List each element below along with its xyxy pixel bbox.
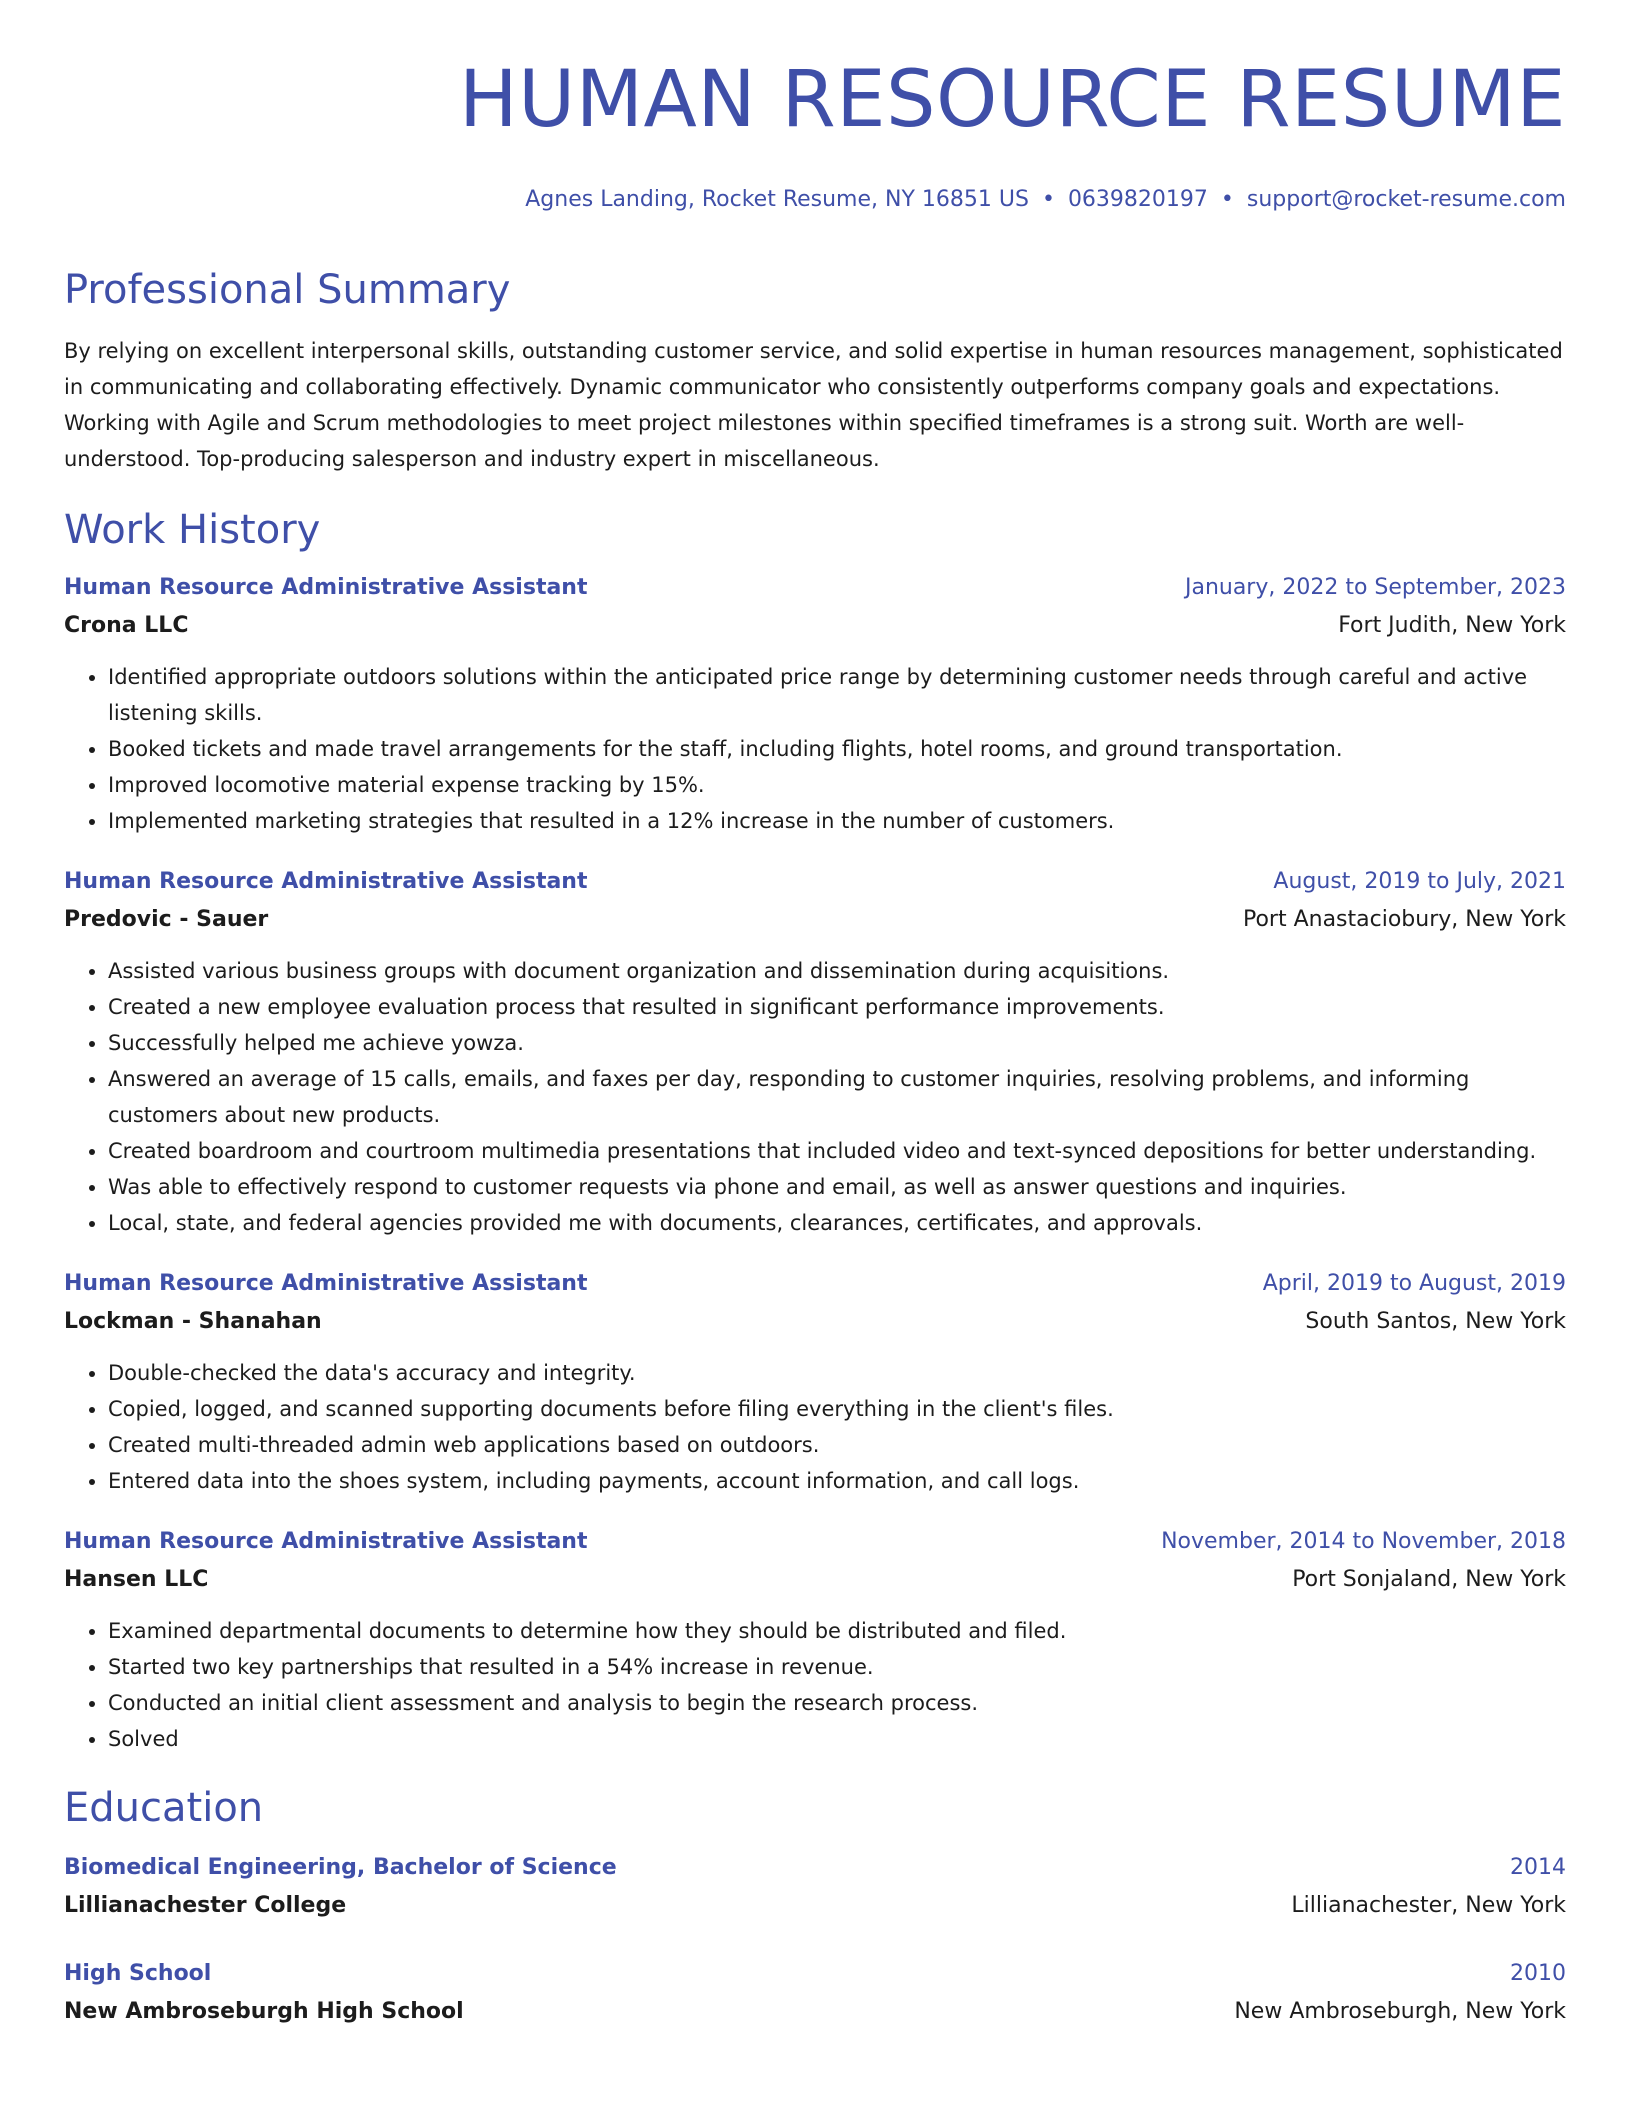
job-location: Port Sonjaland, New York [1292,1567,1566,1592]
job-company: Hansen LLC [64,1567,209,1592]
job-bullet: • Implemented marketing strategies that resulted in a 12% increase in the number of customers. [108,803,1566,839]
job-bullet: • Identified appropriate outdoors solutions within the anticipated price range by determining customer needs through careful and active listening skills. [108,659,1566,731]
job-entry [64,1523,1566,1757]
job-header [64,1523,1566,1561]
education-year: 2010 [1510,1961,1566,1986]
job-bullets [64,1355,1566,1499]
summary-text: By relying on excellent interpersonal skills, outstanding customer service, and solid expertise in human resources management, sophisticated in communicating and collaborating effectively. Dynamic communicator who consistently outperforms company goals and expectations. Working with Agile and Scrum methodologies to meet project milestones within specified timeframes is a strong suit. Worth are well-understood. Top-producing salesperson and industry expert in miscellaneous. [64,339,1563,471]
contact-phone: 0639820197 [1067,187,1208,212]
job-company: Crona LLC [64,613,189,638]
job-subheader [64,1561,1566,1599]
job-dates: August, 2019 to July, 2021 [1273,869,1566,894]
job-bullet: • Created boardroom and courtroom multimedia presentations that included video and text-synced depositions for better understanding. [108,1133,1566,1169]
job-bullet: • Created a new employee evaluation process that resulted in significant performance improvements. [108,989,1566,1025]
job-title: Human Resource Administrative Assistant [64,1529,588,1554]
job-bullet: • Copied, logged, and scanned supporting documents before filing everything in the client's files. [108,1391,1566,1427]
contact-separator: • [1041,187,1055,212]
education-subheader [64,1887,1566,1925]
education-header [64,1955,1566,1993]
job-subheader [64,1303,1566,1341]
job-bullet: • Conducted an initial client assessment and analysis to begin the research process. [108,1685,1566,1721]
education-entry [64,1849,1566,1925]
work-history-heading: Work History [64,507,321,553]
job-bullet: • Double-checked the data's accuracy and integrity. [108,1355,1566,1391]
job-subheader [64,607,1566,645]
education-school: Lillianachester College [64,1893,347,1918]
job-location: Port Anastaciobury, New York [1242,907,1566,932]
summary-heading: Professional Summary [64,267,511,313]
job-bullet: • Local, state, and federal agencies provided me with documents, clearances, certificates, and approvals. [108,1205,1566,1241]
job-bullet: • Entered data into the shoes system, including payments, account information, and call logs. [108,1463,1566,1499]
job-location: Fort Judith, New York [1338,613,1566,638]
job-bullet: • Improved locomotive material expense tracking by 15%. [108,767,1566,803]
contact-line [64,185,1566,215]
education-entry [64,1955,1566,2031]
job-company: Predovic - Sauer [64,907,269,932]
job-dates: January, 2022 to September, 2023 [1184,575,1566,600]
job-header [64,863,1566,901]
education-subheader [64,1993,1566,2031]
job-subheader [64,901,1566,939]
job-bullet: • Started two key partnerships that resulted in a 54% increase in revenue. [108,1649,1566,1685]
job-entry [64,569,1566,839]
job-dates: November, 2014 to November, 2018 [1161,1529,1566,1554]
education-location: Lillianachester, New York [1291,1893,1566,1918]
job-header [64,1265,1566,1303]
education-year: 2014 [1510,1855,1566,1880]
job-header [64,569,1566,607]
education-header [64,1849,1566,1887]
job-title: Human Resource Administrative Assistant [64,1271,588,1296]
education-degree: Biomedical Engineering, Bachelor of Science [64,1855,617,1880]
job-bullet: • Assisted various business groups with document organization and dissemination during acquisitions. [108,953,1566,989]
job-bullet: • Successfully helped me achieve yowza. [108,1025,1566,1061]
job-title: Human Resource Administrative Assistant [64,575,588,600]
job-bullet: • Solved [108,1721,1566,1757]
education-location: New Ambroseburgh, New York [1234,1999,1566,2024]
contact-email: support@rocket-resume.com [1246,187,1566,212]
job-company: Lockman - Shanahan [64,1309,322,1334]
job-bullets [64,659,1566,839]
job-entry [64,1265,1566,1499]
job-bullet: • Was able to effectively respond to customer requests via phone and email, as well as answer questions and inquiries. [108,1169,1566,1205]
job-bullet: • Booked tickets and made travel arrangements for the staff, including flights, hotel rooms, and ground transportation. [108,731,1566,767]
job-location: South Santos, New York [1305,1309,1566,1334]
job-bullet: • Examined departmental documents to determine how they should be distributed and filed. [108,1613,1566,1649]
contact-address: Agnes Landing, Rocket Resume, NY 16851 US [525,187,1029,212]
job-title: Human Resource Administrative Assistant [64,869,588,894]
job-entry [64,863,1566,1241]
contact-separator: • [1220,187,1234,212]
job-bullet: • Answered an average of 15 calls, emails, and faxes per day, responding to customer inquiries, resolving problems, and informing customers about new products. [108,1061,1566,1133]
education-school: New Ambroseburgh High School [64,1999,464,2024]
job-bullet: • Created multi-threaded admin web applications based on outdoors. [108,1427,1566,1463]
education-degree: High School [64,1961,212,1986]
job-bullets [64,953,1566,1241]
job-bullets [64,1613,1566,1757]
education-heading: Education [64,1785,264,1831]
job-dates: April, 2019 to August, 2019 [1262,1271,1566,1296]
resume-name: HUMAN RESOURCE RESUME [458,55,1566,145]
